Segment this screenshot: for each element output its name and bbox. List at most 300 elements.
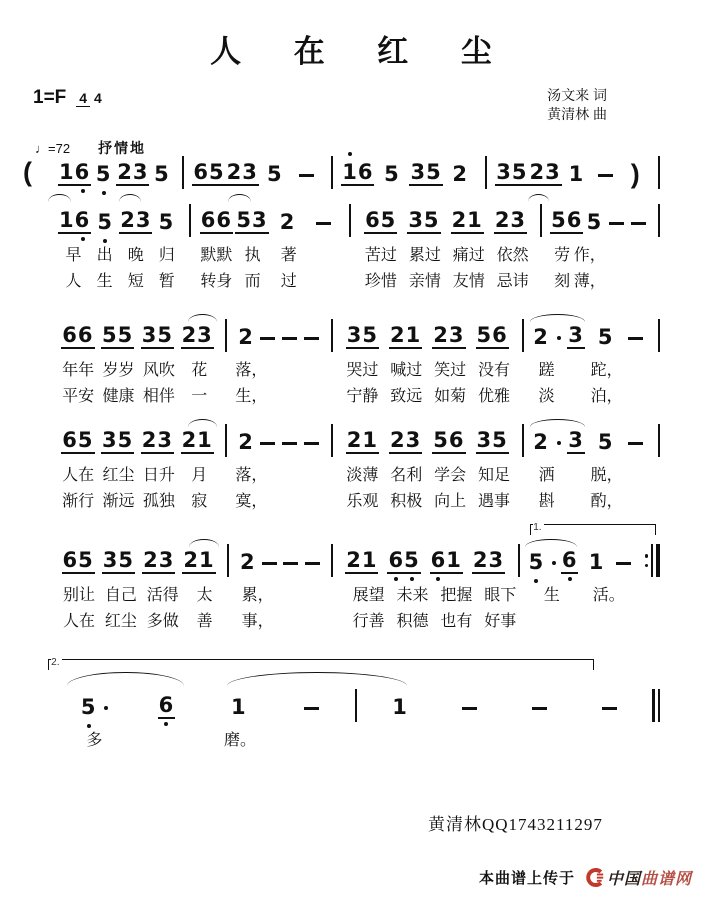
lyric-syllable: 劳 bbox=[554, 247, 571, 264]
lyric-measure bbox=[190, 272, 351, 292]
lyric-measure bbox=[530, 612, 660, 632]
lyric-syllable bbox=[286, 492, 305, 512]
barline bbox=[658, 204, 660, 237]
site-logo bbox=[585, 866, 692, 889]
site-name bbox=[607, 866, 692, 889]
key-label: 1=F bbox=[33, 87, 67, 108]
note-column bbox=[259, 162, 291, 186]
note-group bbox=[451, 208, 484, 234]
note-column bbox=[620, 337, 650, 349]
lyric-syllable bbox=[305, 492, 324, 512]
note-column bbox=[98, 323, 138, 349]
note-digits: 23 bbox=[181, 323, 213, 347]
lyric-syllable: 晚 bbox=[127, 247, 144, 264]
note-column bbox=[556, 548, 583, 574]
note-column bbox=[235, 325, 257, 349]
lyric-syllable: 友情 bbox=[452, 273, 485, 290]
lyric-syllable: 红尘 bbox=[102, 467, 135, 484]
lyric-syllable: 落， bbox=[235, 362, 268, 379]
repeat-barline bbox=[645, 544, 660, 577]
lyric-syllable: 磨。 bbox=[223, 732, 256, 749]
lyric-measure bbox=[351, 272, 543, 292]
note-column bbox=[375, 162, 409, 186]
dash-rest bbox=[628, 442, 643, 445]
lyric-syllable: 累， bbox=[241, 587, 274, 604]
note-row bbox=[42, 313, 660, 349]
note-digits: 16 bbox=[59, 160, 91, 184]
slur-arc bbox=[530, 419, 585, 427]
note-digits: 6 bbox=[561, 548, 578, 572]
lyric-syllable bbox=[623, 492, 652, 512]
lyric-syllable: 酌， bbox=[590, 493, 623, 510]
note-group bbox=[61, 428, 94, 454]
note-column bbox=[199, 208, 235, 234]
note-digits: 35 bbox=[496, 160, 528, 184]
lyric-syllable: 人 bbox=[65, 273, 82, 290]
note-group bbox=[567, 323, 585, 349]
note-digits: 23 bbox=[143, 548, 175, 572]
note-group bbox=[116, 160, 149, 186]
note-column bbox=[471, 323, 514, 349]
lyric-syllable bbox=[307, 246, 343, 266]
lyric-syllable: 活得 bbox=[146, 587, 179, 604]
octave-dot-low bbox=[102, 191, 106, 195]
dash-rest bbox=[262, 562, 277, 565]
lyric-measure bbox=[227, 361, 332, 381]
lyric-syllable: 向上 bbox=[434, 493, 467, 510]
note-column bbox=[591, 430, 621, 454]
lyric-syllable: 积极 bbox=[390, 493, 423, 510]
note-digits: 1 bbox=[568, 162, 585, 186]
upload-note: 本曲谱上传于 bbox=[478, 870, 575, 887]
lyric-measure bbox=[530, 586, 660, 606]
note-group bbox=[387, 548, 420, 574]
lyric-measure bbox=[227, 492, 332, 512]
note-group bbox=[476, 323, 509, 349]
note-digits: 2 bbox=[279, 210, 296, 234]
note-group bbox=[141, 323, 174, 349]
note-group bbox=[62, 548, 95, 574]
note-column bbox=[280, 562, 301, 574]
note-group bbox=[597, 325, 615, 349]
augmentation-dot bbox=[557, 336, 561, 340]
lyric-syllable: 生 bbox=[543, 587, 560, 604]
lyric-syllable: 薄， bbox=[573, 273, 606, 290]
lyrics-row bbox=[42, 466, 660, 486]
lyric-syllable: 多做 bbox=[146, 613, 179, 630]
note-column bbox=[384, 323, 427, 349]
note-group bbox=[158, 210, 176, 234]
note-column bbox=[359, 208, 402, 234]
note-column bbox=[427, 428, 470, 454]
note-column bbox=[130, 693, 202, 719]
lyric-syllable: 健康 bbox=[102, 388, 135, 405]
note-digits: 5 bbox=[80, 695, 97, 719]
lyric-syllable: 行善 bbox=[352, 613, 385, 630]
note-column bbox=[550, 208, 583, 234]
note-digits: 5 bbox=[267, 162, 283, 186]
lyric-syllable: 平安 bbox=[62, 388, 95, 405]
note-digits: 2 bbox=[238, 325, 254, 349]
note-digits: 35 bbox=[141, 323, 174, 347]
lyric-measure bbox=[42, 246, 190, 266]
note-digits: 1 bbox=[392, 695, 408, 719]
lyric-syllable bbox=[305, 361, 324, 381]
note-group bbox=[230, 695, 248, 719]
note-digits: 5 bbox=[158, 210, 175, 234]
note-group bbox=[476, 428, 509, 454]
lyric-syllable: 累过 bbox=[408, 247, 441, 264]
note-column bbox=[402, 208, 445, 234]
measure bbox=[184, 150, 330, 186]
note-group bbox=[391, 695, 409, 719]
lyric-syllable bbox=[286, 387, 305, 407]
note-column bbox=[628, 222, 650, 234]
note-digits: 2 bbox=[238, 430, 254, 454]
measure bbox=[42, 313, 225, 349]
note-group bbox=[61, 323, 94, 349]
note-group bbox=[389, 323, 422, 349]
measure bbox=[333, 150, 485, 186]
note-digits: 65 bbox=[62, 548, 94, 572]
note-digits: 21 bbox=[390, 323, 422, 347]
dash-rest bbox=[283, 562, 298, 565]
dash-rest bbox=[598, 174, 613, 177]
lyric-syllable: 眼下 bbox=[484, 587, 517, 604]
lyric-syllable bbox=[293, 586, 312, 606]
lyric-syllable: 月 bbox=[191, 467, 208, 484]
lyric-measure bbox=[357, 731, 654, 751]
note-column bbox=[301, 562, 322, 574]
lyric-syllable: 渐远 bbox=[102, 493, 135, 510]
note-group bbox=[529, 160, 562, 186]
lyric-measure bbox=[543, 272, 660, 292]
note-digits: 35 bbox=[346, 323, 379, 347]
measure bbox=[520, 538, 645, 574]
note-column bbox=[384, 428, 427, 454]
site-logo-icon bbox=[585, 868, 604, 887]
note-group bbox=[588, 550, 606, 574]
lyric-syllable: 默默 bbox=[200, 247, 233, 264]
note-digits: 21 bbox=[346, 548, 378, 572]
lyric-syllable: 风吹 bbox=[142, 362, 175, 379]
lyrics-row bbox=[42, 612, 660, 632]
note-digits: 5 bbox=[97, 210, 114, 234]
note-group bbox=[58, 208, 91, 234]
note-group bbox=[432, 323, 465, 349]
note-column bbox=[562, 162, 591, 186]
lyric-measure bbox=[339, 612, 531, 632]
lyric-syllable: 转身 bbox=[200, 273, 233, 290]
lyric-syllable: 出 bbox=[96, 247, 113, 264]
note-digits: 65 bbox=[193, 160, 225, 184]
slur-arc bbox=[188, 419, 217, 427]
lyric-syllable: 遇事 bbox=[478, 493, 511, 510]
lyric-measure bbox=[190, 246, 351, 266]
note-column bbox=[301, 442, 323, 454]
lyric-syllable: 乐观 bbox=[346, 493, 379, 510]
note-digits: 5 bbox=[528, 550, 545, 574]
volta-label: 2. bbox=[51, 657, 60, 668]
note-column bbox=[58, 323, 98, 349]
note-digits: 21 bbox=[451, 208, 483, 232]
lyric-measure bbox=[42, 731, 357, 751]
note-group bbox=[279, 210, 297, 234]
note-column bbox=[583, 210, 605, 234]
note-digits: 35 bbox=[102, 428, 134, 452]
lyric-syllable bbox=[623, 387, 652, 407]
lyric-syllable: 未来 bbox=[396, 587, 429, 604]
note-column bbox=[341, 160, 375, 186]
lyric-measure bbox=[524, 361, 660, 381]
lyric-syllable bbox=[625, 586, 652, 606]
note-column bbox=[179, 548, 219, 574]
lyric-syllable: 生， bbox=[235, 388, 268, 405]
note-column bbox=[192, 160, 225, 186]
note-group bbox=[181, 323, 214, 349]
note-column bbox=[341, 428, 384, 454]
lyric-syllable: 多 bbox=[86, 732, 103, 749]
key-signature bbox=[33, 87, 102, 109]
note-group bbox=[389, 428, 422, 454]
note-digits: 23 bbox=[433, 323, 465, 347]
note-row bbox=[42, 198, 660, 234]
note-column bbox=[257, 337, 279, 349]
note-group bbox=[345, 548, 378, 574]
music-system bbox=[42, 418, 660, 512]
note-digits: 21 bbox=[183, 548, 215, 572]
music-system bbox=[42, 657, 660, 751]
lyric-syllable: 善 bbox=[196, 613, 213, 630]
lyric-syllable: 亲情 bbox=[408, 273, 441, 290]
lyric-syllable bbox=[565, 586, 592, 606]
note-group bbox=[407, 208, 440, 234]
note-digits: 5 bbox=[95, 162, 112, 186]
lyric-syllable bbox=[624, 612, 652, 632]
note-column bbox=[574, 707, 644, 719]
lyric-measure bbox=[351, 246, 543, 266]
note-column bbox=[58, 548, 98, 574]
note-group bbox=[532, 325, 550, 349]
measure bbox=[229, 538, 331, 574]
note-digits: 65 bbox=[62, 428, 94, 452]
note-group bbox=[96, 210, 114, 234]
note-group bbox=[364, 208, 397, 234]
note-column bbox=[341, 323, 384, 349]
lyrics-row bbox=[42, 272, 660, 292]
lyric-measure bbox=[524, 466, 660, 486]
note-group bbox=[237, 325, 255, 349]
lyric-syllable: 执 bbox=[244, 247, 261, 264]
dash-rest bbox=[532, 707, 547, 710]
lyric-syllable: 忌讳 bbox=[496, 273, 529, 290]
note-group bbox=[80, 695, 98, 719]
lyric-syllable: 作， bbox=[573, 247, 606, 264]
lyrics-row bbox=[42, 492, 660, 512]
note-digits: 65 bbox=[388, 548, 420, 572]
lyric-syllable bbox=[312, 612, 331, 632]
lyric-syllable bbox=[561, 387, 590, 407]
lyric-syllable: 一 bbox=[191, 388, 208, 405]
lyric-syllable: 也有 bbox=[440, 613, 473, 630]
lyric-syllable bbox=[623, 361, 652, 381]
note-digits: 23 bbox=[141, 428, 174, 452]
note-group bbox=[226, 160, 259, 186]
note-group bbox=[567, 428, 585, 454]
lyric-syllable: 相伴 bbox=[142, 388, 175, 405]
note-digits: 53 bbox=[236, 208, 268, 232]
note-group bbox=[495, 160, 528, 186]
note-column bbox=[259, 562, 280, 574]
lyric-syllable: 归 bbox=[158, 247, 175, 264]
note-column bbox=[561, 323, 591, 349]
lyric-measure bbox=[332, 466, 524, 486]
dash-rest bbox=[316, 222, 331, 225]
meter-bottom: 4 bbox=[93, 89, 102, 106]
measure bbox=[333, 538, 518, 574]
volta-label: 1. bbox=[533, 522, 542, 533]
note-column bbox=[91, 162, 116, 186]
note-digits: 16 bbox=[342, 160, 374, 184]
note-digits: 2 bbox=[533, 430, 549, 454]
note-group bbox=[568, 162, 586, 186]
barline bbox=[658, 424, 660, 457]
lyric-syllable bbox=[267, 361, 286, 381]
note-digits: 21 bbox=[181, 428, 213, 452]
barline bbox=[658, 319, 660, 352]
tempo-value: ♩=72 bbox=[35, 141, 71, 156]
lyric-syllable bbox=[365, 731, 435, 751]
note-column bbox=[383, 548, 425, 574]
octave-dot-low bbox=[436, 577, 440, 581]
lyric-syllable: 泊， bbox=[590, 388, 623, 405]
lyric-syllable: 笑过 bbox=[434, 362, 467, 379]
lyric-syllable: 蹉 bbox=[538, 362, 555, 379]
note-column bbox=[365, 695, 435, 719]
note-group bbox=[153, 162, 171, 186]
note-column bbox=[98, 428, 138, 454]
slur-arc bbox=[525, 539, 576, 547]
lyric-syllable bbox=[606, 272, 629, 292]
note-digits: 56 bbox=[433, 428, 465, 452]
lyric-syllable: 而 bbox=[244, 273, 261, 290]
note-group bbox=[561, 548, 579, 574]
note-column bbox=[305, 222, 341, 234]
lyrics-row bbox=[42, 246, 660, 266]
dash-rest bbox=[299, 174, 314, 177]
lyric-syllable: 岁岁 bbox=[102, 362, 135, 379]
lyric-measure bbox=[524, 492, 660, 512]
credits-block bbox=[547, 86, 607, 124]
octave-dot-high bbox=[348, 152, 352, 156]
note-column bbox=[149, 162, 174, 186]
lyricist-credit: 汤文来 词 bbox=[547, 87, 607, 103]
lyric-syllable bbox=[606, 246, 629, 266]
lyric-syllable: 年年 bbox=[62, 362, 95, 379]
lyric-measure bbox=[339, 586, 531, 606]
lyric-measure bbox=[42, 272, 190, 292]
note-column bbox=[226, 160, 259, 186]
lyric-syllable: 学会 bbox=[434, 467, 467, 484]
note-column bbox=[409, 160, 443, 186]
note-column bbox=[58, 695, 130, 719]
music-system bbox=[42, 313, 660, 407]
note-column bbox=[301, 337, 323, 349]
measure bbox=[333, 418, 522, 454]
note-column bbox=[291, 174, 323, 186]
note-column bbox=[489, 208, 532, 234]
octave-dot-low bbox=[87, 724, 91, 728]
note-column bbox=[58, 208, 91, 234]
lyrics-row bbox=[42, 361, 660, 381]
note-digits: 1 bbox=[230, 695, 247, 719]
note-group bbox=[472, 548, 505, 574]
lyric-syllable bbox=[576, 731, 646, 751]
note-column bbox=[467, 548, 509, 574]
lyric-syllable: 斟 bbox=[538, 493, 555, 510]
lyric-syllable: 优雅 bbox=[478, 388, 511, 405]
lyric-syllable: 好事 bbox=[484, 613, 517, 630]
octave-dot-low bbox=[394, 577, 398, 581]
lyric-syllable bbox=[267, 466, 286, 486]
lyric-syllable: 日升 bbox=[142, 467, 175, 484]
note-group bbox=[237, 430, 255, 454]
lyric-syllable: 没有 bbox=[478, 362, 511, 379]
note-digits: 3 bbox=[568, 323, 584, 347]
dash-rest bbox=[304, 707, 319, 710]
note-group bbox=[528, 550, 546, 574]
measure bbox=[524, 418, 658, 454]
slur-arc bbox=[188, 314, 217, 322]
lyric-syllable: 展望 bbox=[352, 587, 385, 604]
note-column bbox=[177, 323, 217, 349]
dash-rest bbox=[304, 442, 319, 445]
note-column bbox=[91, 210, 119, 234]
lyric-measure bbox=[332, 361, 524, 381]
open-paren: ( bbox=[23, 157, 32, 187]
site-name-red: 曲谱网 bbox=[640, 871, 692, 888]
note-digits: 23 bbox=[529, 160, 561, 184]
dash-rest bbox=[616, 562, 631, 565]
dash-rest bbox=[304, 337, 319, 340]
dash-rest bbox=[462, 707, 477, 710]
note-column bbox=[561, 428, 591, 454]
note-column bbox=[532, 325, 562, 349]
note-group bbox=[430, 548, 463, 574]
note-column bbox=[237, 550, 258, 574]
lyric-syllable: 暂 bbox=[158, 273, 175, 290]
note-row bbox=[42, 418, 660, 454]
note-column bbox=[138, 428, 178, 454]
note-group bbox=[101, 428, 134, 454]
measure bbox=[42, 418, 225, 454]
note-group bbox=[119, 208, 152, 234]
music-system bbox=[42, 522, 660, 632]
meter-fraction bbox=[76, 89, 102, 106]
lyric-syllable: 如菊 bbox=[434, 388, 467, 405]
note-digits: 2 bbox=[240, 550, 256, 574]
note-digits: 5 bbox=[154, 162, 170, 186]
note-column bbox=[495, 160, 528, 186]
octave-dot-low bbox=[568, 577, 572, 581]
lyric-syllable: 宁静 bbox=[346, 388, 379, 405]
qq-credit: 黄清林QQ1743211297 bbox=[428, 815, 603, 834]
music-system bbox=[23, 150, 660, 189]
note-column bbox=[591, 174, 620, 186]
lyric-measure bbox=[227, 466, 332, 486]
lyric-syllable bbox=[276, 731, 349, 751]
note-group bbox=[346, 323, 379, 349]
